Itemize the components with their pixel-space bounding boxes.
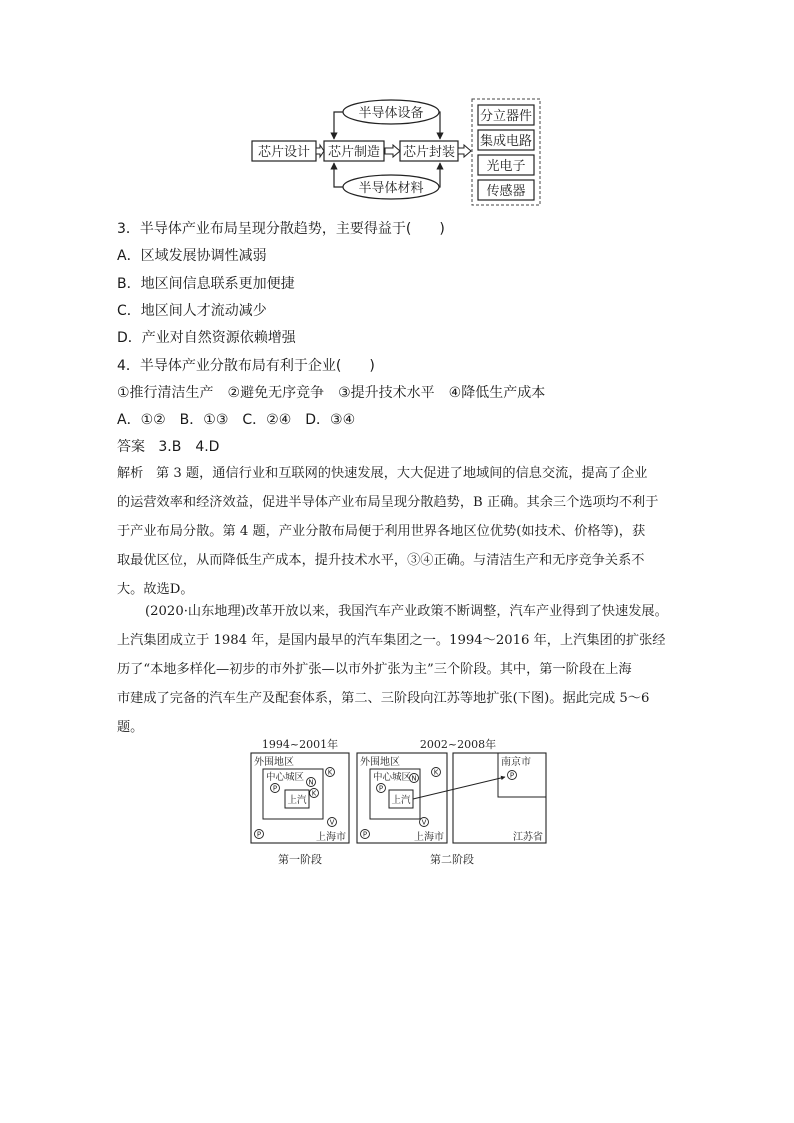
analysis-paragraph — [117, 459, 677, 604]
analysis-line-2: 的运营效率和经济效益，促进半导体产业布局呈现分散趋势，B 正确。其余三个选项均不利于 — [117, 495, 659, 510]
svg-text:P: P — [509, 771, 515, 780]
stage1-hq-label: 上汽 — [287, 795, 307, 806]
materials-label: 半导体材料 — [358, 181, 424, 196]
answer-label: 答案 — [117, 439, 145, 455]
svg-text:P: P — [378, 784, 384, 793]
intro-paragraph — [117, 597, 677, 742]
q3-option-c: C．地区间人才流动减少 — [117, 303, 267, 319]
packaging-label: 芯片封装 — [402, 145, 456, 160]
stage2-city-label: 上海市 — [414, 832, 444, 843]
stage1-caption: 第一阶段 — [278, 853, 322, 866]
stage2-outer-label: 外围地区 — [360, 757, 400, 768]
product-label-3: 光电子 — [486, 159, 526, 174]
q3-stem: 3．半导体产业布局呈现分散趋势，主要得益于( ) — [117, 221, 445, 237]
product-label-4: 传感器 — [486, 184, 526, 199]
intro-line-1: (2020·山东地理)改革开放以来，我国汽车产业政策不断调整，汽车产业得到了快速发展。 — [145, 604, 668, 619]
connector-materials-left — [334, 163, 343, 187]
svg-text:V: V — [421, 818, 427, 827]
semiconductor-flow-diagram — [250, 97, 550, 209]
arrow-manufacture-packaging — [385, 145, 400, 157]
connector-materials-right — [439, 163, 440, 187]
arrow-design-manufacture — [316, 145, 324, 157]
q3-option-d: D．产业对自然资源依赖增强 — [117, 330, 296, 346]
arrow-packaging-products — [458, 145, 471, 157]
stage1-center-label: 中心城区 — [266, 772, 305, 783]
q4-items: ①推行清洁生产 ②避免无序竞争 ③提升技术水平 ④降低生产成本 — [117, 385, 546, 401]
svg-text:N: N — [411, 774, 417, 783]
analysis-line-5: 大。故选D。 — [117, 582, 194, 597]
svg-text:P: P — [362, 830, 368, 839]
answer-line — [117, 438, 219, 456]
analysis-line-3: 于产业布局分散。第 4 题，产业分散布局便于利用世界各地区位优势(如技术、价格等)，获 — [117, 524, 646, 539]
intro-line-4: 市建成了完备的汽车生产及配套体系，第二、三阶段向江苏等地扩张(下图)。据此完成 5～6 — [117, 691, 650, 706]
stage2-center-label: 中心城区 — [373, 772, 412, 783]
svg-text:P: P — [256, 830, 262, 839]
equipment-label: 半导体设备 — [358, 106, 424, 121]
svg-text:N: N — [308, 778, 314, 787]
intro-line-3: 历了“本地多样化—初步的市外扩张—以市外扩张为主”三个阶段。其中，第一阶段在上海 — [117, 662, 632, 677]
connector-equipment-left — [334, 112, 343, 139]
q3-option-b: B．地区间信息联系更加便捷 — [117, 276, 295, 292]
stage1-outer-label: 外围地区 — [254, 757, 294, 768]
q4-options: A．①② B．①③ C．②④ D．③④ — [117, 412, 356, 428]
saic-expansion-diagram — [246, 735, 552, 870]
intro-line-2: 上汽集团成立于 1984 年，是国内最早的汽车集团之一。1994～2016 年，上汽集团的扩张经 — [117, 633, 666, 648]
nanjing-label: 南京市 — [501, 757, 531, 768]
stage1-city-label: 上海市 — [316, 832, 346, 843]
jiangsu-frame — [453, 753, 546, 843]
nanjing-marker — [508, 771, 517, 780]
q4-stem: 4．半导体产业分散布局有利于企业( ) — [117, 358, 375, 374]
jiangsu-label: 江苏省 — [513, 832, 543, 843]
stage1-years: 1994~2001年 — [261, 738, 339, 751]
svg-text:K: K — [433, 768, 439, 777]
stage2-caption: 第二阶段 — [430, 853, 474, 866]
product-label-1: 分立器件 — [479, 109, 533, 124]
analysis-line-1: 第 3 题，通信行业和互联网的快速发展，大大促进了地域间的信息交流，提高了企业 — [155, 466, 648, 481]
design-label: 芯片设计 — [257, 145, 311, 160]
svg-text:V: V — [329, 818, 335, 827]
manufacture-label: 芯片制造 — [327, 145, 381, 160]
q3-option-a: A．区域发展协调性减弱 — [117, 248, 267, 264]
svg-text:P: P — [272, 784, 278, 793]
intro-line-5: 题。 — [117, 720, 144, 735]
analysis-label: 解析 — [117, 466, 144, 481]
expansion-arrow — [411, 774, 505, 799]
stage2-years: 2002~2008年 — [419, 738, 497, 751]
answer-text: 3.B 4.D — [158, 439, 220, 455]
connector-equipment-right — [439, 112, 440, 139]
svg-text:K: K — [311, 789, 317, 798]
stage2-hq-label: 上汽 — [391, 795, 411, 806]
product-label-2: 集成电路 — [479, 134, 533, 149]
analysis-line-4: 取最优区位，从而降低生产成本，提升技术水平，③④正确。与清洁生产和无序竞争关系不 — [117, 553, 645, 568]
svg-text:K: K — [327, 768, 333, 777]
